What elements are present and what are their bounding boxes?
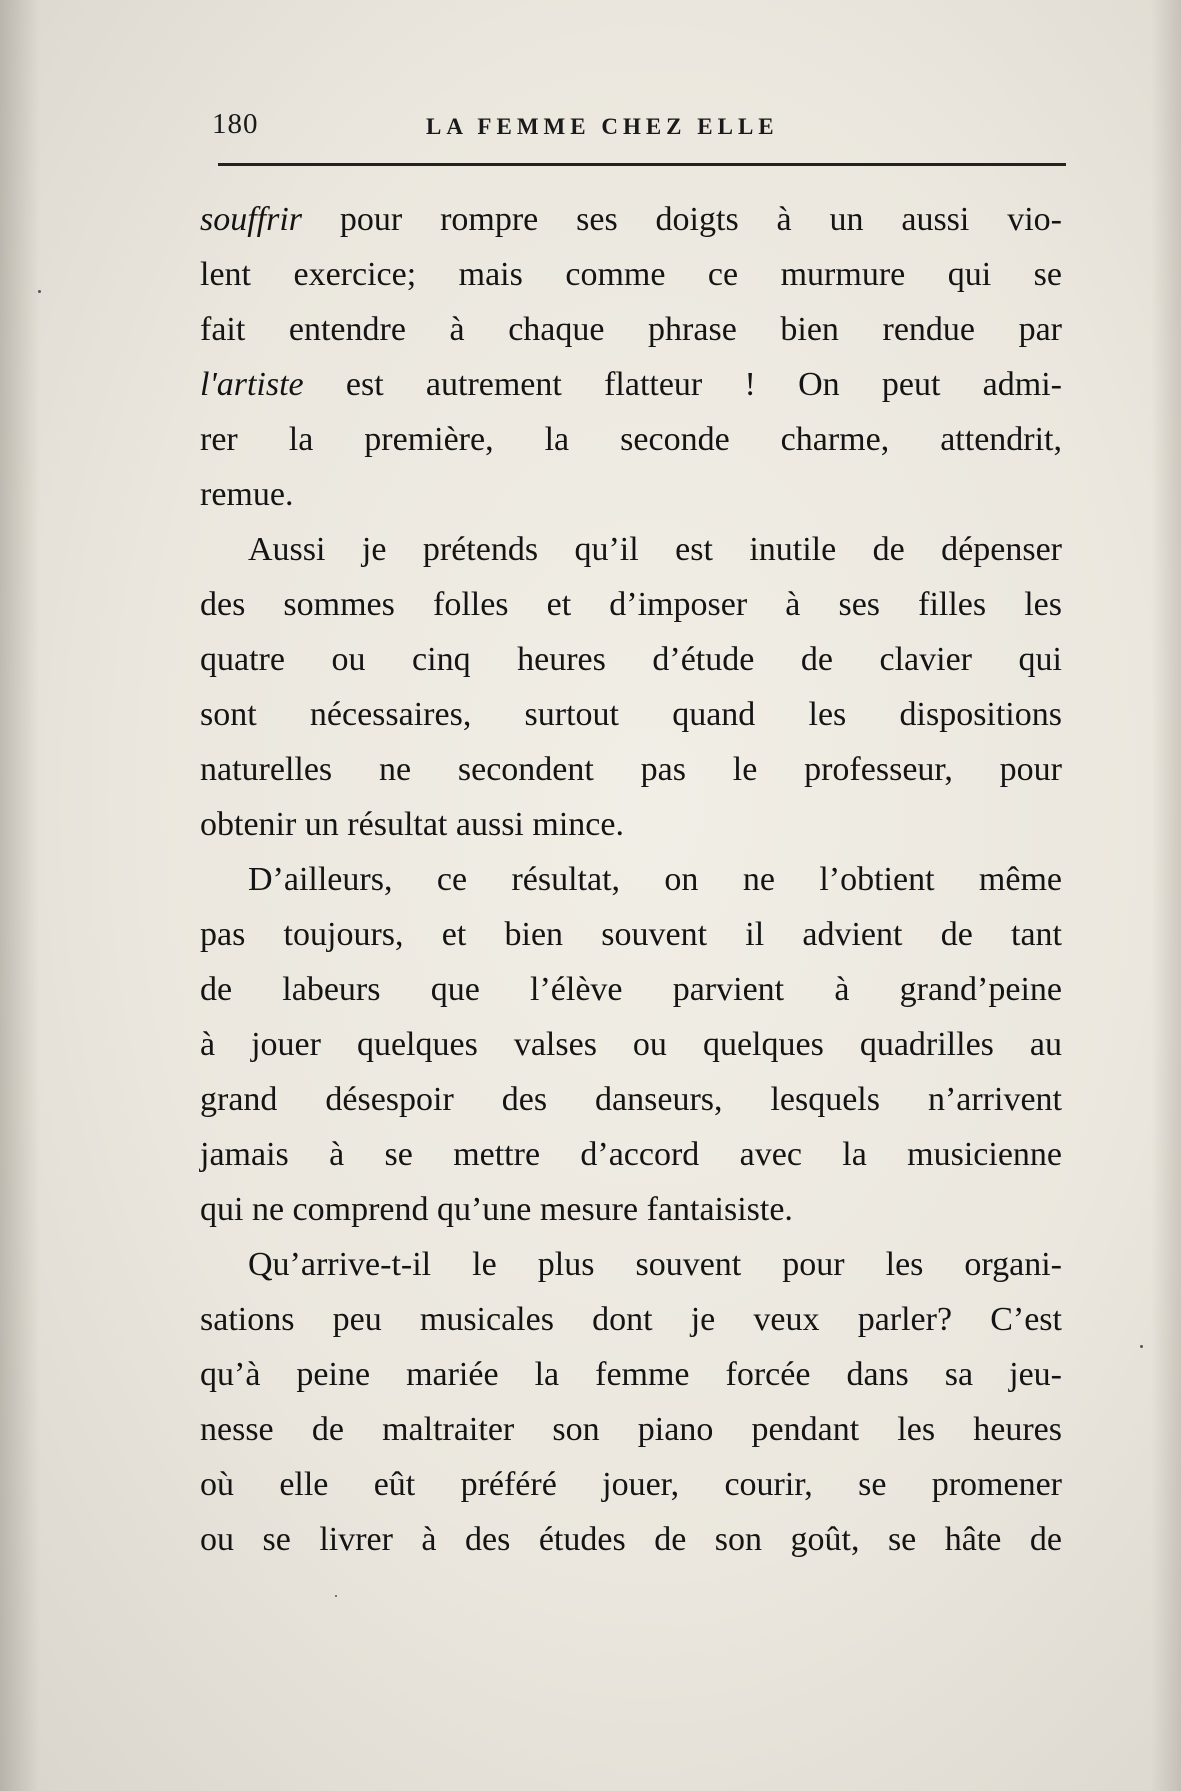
text-line: qui ne comprend qu’une mesure fantaisiste. [200,1191,793,1228]
paper-speck [1140,1345,1143,1348]
page-header [212,108,1067,148]
text-line: fait entendre à chaque phrase bien rendue par [200,311,1062,348]
text-line: obtenir un résultat aussi mince. [200,806,624,843]
text-line: de labeurs que l’élève parvient à grand’peine [200,971,1062,1008]
italic-word: l'artiste [200,366,304,403]
text-line: nesse de maltraiter son piano pendant les heures [200,1411,1062,1448]
italic-word: souffrir [200,201,303,238]
line-text: pour rompre ses doigts à un aussi vio- [302,201,1062,238]
text-line [200,357,1062,412]
text-line: remue. [200,476,294,513]
paper-speck [335,1595,337,1597]
page-edge-shadow-right [1151,0,1181,1791]
text-line: sations peu musicales dont je veux parler? C’est [200,1301,1062,1338]
text-line: naturelles ne secondent pas le professeur, pour [200,751,1062,788]
header-rule [218,163,1066,166]
text-line: Qu’arrive-t-il le plus souvent pour les organi- [248,1246,1062,1283]
text-line: ou se livrer à des études de son goût, se hâte de [200,1521,1062,1558]
paragraph-3 [200,852,1062,1237]
running-head: LA FEMME CHEZ ELLE [426,114,779,139]
paragraph-2 [200,522,1062,852]
text-line: rer la première, la seconde charme, attendrit, [200,421,1062,458]
text-line: D’ailleurs, ce résultat, on ne l’obtient même [248,861,1062,898]
paragraph-4 [200,1237,1062,1567]
text-line: Aussi je prétends qu’il est inutile de dépenser [248,531,1062,568]
line-text: est autrement flatteur ! On peut admi- [303,366,1062,403]
paragraph-1 [200,192,1062,522]
paper-speck [38,290,41,293]
text-line: des sommes folles et d’imposer à ses filles les [200,586,1062,623]
text-line [200,192,1062,247]
text-line: jamais à se mettre d’accord avec la musicienne [200,1136,1062,1173]
text-line: lent exercice; mais comme ce murmure qui se [200,256,1062,293]
text-line: quatre ou cinq heures d’étude de clavier qui [200,641,1062,678]
body-text [200,192,1062,1567]
text-line: où elle eût préféré jouer, courir, se promener [200,1466,1062,1503]
text-line: qu’à peine mariée la femme forcée dans sa jeu- [200,1356,1062,1393]
text-line: sont nécessaires, surtout quand les dispositions [200,696,1062,733]
text-line: grand désespoir des danseurs, lesquels n’arrivent [200,1081,1062,1118]
page-edge-shadow-left [0,0,40,1791]
page-number: 180 [212,108,259,140]
text-line: pas toujours, et bien souvent il advient de tant [200,916,1062,953]
text-line: à jouer quelques valses ou quelques quadrilles au [200,1026,1062,1063]
